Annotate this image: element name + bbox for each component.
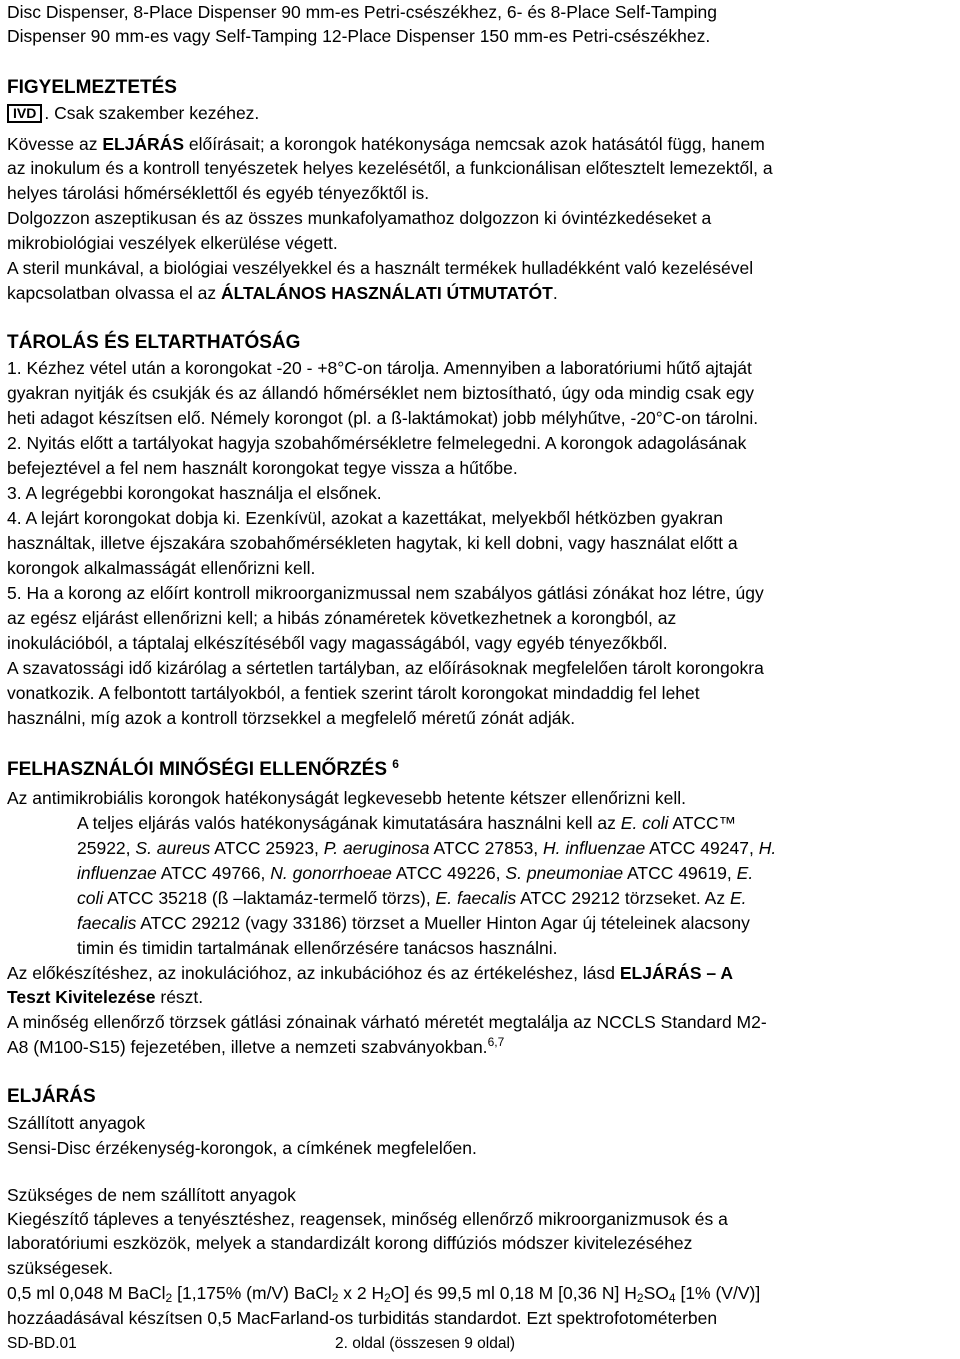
intro-line: Dispenser 90 mm-es vagy Self-Tamping 12-Place Dispenser 150 mm-es Petri-csészékhez.: [7, 26, 711, 46]
storage-line: 3. A legrégebbi korongokat használja el elsőnek.: [7, 483, 382, 503]
qc-line: [7, 1035, 504, 1059]
warning-paragraph-line: Dolgozzon aszeptikusan és az összes munkafolyamathoz dolgozzon ki óvintézkedéseket a: [7, 208, 712, 228]
text-run: O] és 99,5 ml 0,18 M [0,36 N] H: [390, 1283, 637, 1303]
qc-heading-text: FELHASZNÁLÓI MINŐSÉGI ELLENŐRZÉS: [7, 759, 388, 780]
ivd-line: [7, 101, 259, 125]
storage-line: A szavatossági idő kizárólag a sértetlen tartályban, az előírásoknak megfelelően tárolt korongokra: [7, 658, 764, 678]
text-run: [1% (V/V)]: [675, 1283, 761, 1303]
text-run: ATCC 49226,: [391, 863, 506, 883]
storage-line: inokulációból, a táptalaj elkészítéséből vagy magasságából, vagy egyéb tényezőkből.: [7, 633, 668, 653]
text-run: részt.: [155, 987, 204, 1007]
qc-strain-line: [77, 886, 747, 910]
text-run: 25922,: [77, 838, 136, 858]
text-run: A teljes eljárás valós hatékonyságának kimutatására használni kell az: [77, 813, 621, 833]
required-line: laboratóriumi eszközök, melyek a standardizált korong diffúziós módszer kivitelezéséhez: [7, 1233, 693, 1253]
subscript: 2: [331, 1291, 339, 1305]
subscript: 2: [636, 1291, 644, 1305]
qc-strain-line: [77, 861, 753, 885]
storage-line: heti adagot készítsen elő. Némely korongot (pl. a ß-laktámokat) jobb mélyhűtve, -20°C-on tárolni.: [7, 408, 759, 428]
supplied-text: Sensi-Disc érzékenység-korongok, a címkének megfelelően.: [7, 1138, 477, 1158]
species-name: N. gonorrhoeae: [270, 863, 392, 883]
storage-line: használni, míg azok a kontroll törzsekkel a megfelelő méretű zónát adják.: [7, 708, 576, 728]
required-line: szükségesek.: [7, 1258, 114, 1278]
storage-line: befejeztével a fel nem használt korongokat tegye vissza a hűtőbe.: [7, 458, 518, 478]
storage-line: korongok alkalmasságát ellenőrizni kell.: [7, 558, 316, 578]
procedure-reference: ELJÁRÁS – A: [619, 963, 733, 983]
species-name: H.: [758, 838, 777, 858]
text-run: A8 (M100-S15) fejezetében, illetve a nemzeti szabványokban.: [7, 1037, 488, 1057]
text-run: ATCC 25923,: [210, 838, 324, 858]
qc-strain-line: timin és timidin tartalmának ellenőrzésére tanácsos használni.: [77, 938, 558, 958]
procedure-heading: ELJÁRÁS: [7, 1086, 96, 1107]
storage-line: az egész eljárást ellenőrizni kell; a hibás zónaméretek következhetnek a korongból, az: [7, 608, 677, 628]
text-run: előírásait; a korongok hatékonysága nemcsak azok hatásától függ, hanem: [184, 134, 765, 154]
text-run: Az előkészítéshez, az inokulációhoz, az inkubációhoz és az értékeléshez, lásd: [7, 963, 620, 983]
warning-paragraph-line: az inokulum és a kontroll tenyészetek helyes kezelésétől, a funkcionálisan előtesztelt lemezektől, a: [7, 158, 773, 178]
storage-line: 4. A lejárt korongokat dobja ki. Ezenkívül, azokat a kazettákat, melyekből hétközben gyakran: [7, 508, 723, 528]
required-line: Kiegészítő tápleves a tenyésztéshez, reagensek, minőség ellenőrző mikroorganizmusok és a: [7, 1209, 728, 1229]
text-run: ATCC 49619,: [623, 863, 737, 883]
ivd-text: . Csak szakember kezéhez.: [44, 103, 260, 123]
storage-line: 2. Nyitás előtt a tartályokat hagyja szobahőmérsékletre felmelegedni. A korongok adagolásának: [7, 433, 747, 453]
qc-line: [7, 985, 203, 1009]
warning-paragraph-line: [7, 281, 558, 305]
text-run: SO: [643, 1283, 669, 1303]
intro-line: Disc Dispenser, 8-Place Dispenser 90 mm-es Petri-csészékhez, 6- és 8-Place Self-Tamping: [7, 2, 717, 22]
storage-line: vonatkozik. A felbontott tartályokból, a fentiek szerint tárolt korongokat mindaddig fel lehet: [7, 683, 700, 703]
qc-heading: [7, 758, 399, 782]
warning-heading: FIGYELMEZTETÉS: [7, 77, 177, 98]
text-run: ATCC 27853,: [429, 838, 544, 858]
species-name: E.: [729, 888, 747, 908]
species-name: E. coli: [620, 813, 669, 833]
species-name: influenzae: [77, 863, 157, 883]
qc-strain-line: [77, 836, 776, 860]
species-name: E.: [736, 863, 754, 883]
text-run: ATCC™: [668, 813, 737, 833]
species-name: faecalis: [77, 913, 137, 933]
text-run: .: [552, 283, 558, 303]
species-name: S. pneumoniae: [505, 863, 624, 883]
standard-line: hozzáadásával készítsen 0,5 MacFarland-os turbiditás standardot. Ezt spektrofotométerben: [7, 1308, 718, 1328]
species-name: coli: [77, 888, 104, 908]
warning-paragraph-line: A steril munkával, a biológiai veszélyekkel és a használt termékek hulladékként való kezelésével: [7, 258, 754, 278]
qc-strain-line: [77, 811, 736, 835]
text-run: Kövesse az: [7, 134, 103, 154]
text-run: ATCC 29212 törzseket. Az: [516, 888, 730, 908]
text-run: x 2 H: [338, 1283, 385, 1303]
text-run: ATCC 29212 (vagy 33186) törzset a Mueller Hinton Agar új tételeinek alacsony: [136, 913, 750, 933]
text-run: [1,175% (m/V) BaCl: [172, 1283, 332, 1303]
subscript: 4: [668, 1291, 676, 1305]
text-run: ATCC 35218 (ß –laktamáz-termelő törzs),: [103, 888, 436, 908]
storage-line: 5. Ha a korong az előírt kontroll mikroorganizmussal nem szabályos gátlási zónákat hoz létre, úgy: [7, 583, 764, 603]
qc-line: A minőség ellenőrző törzsek gátlási zónainak várható méretét megtalálja az NCCLS Standard M2-: [7, 1012, 767, 1032]
text-run: ATCC 49766,: [156, 863, 271, 883]
storage-line: gyakran nyitják és csukják és az állandó hőmérséklet nem biztosítható, úgy oda mindig csak egy: [7, 383, 755, 403]
ivd-symbol-icon: IVD: [7, 104, 42, 123]
species-name: S. aureus: [135, 838, 211, 858]
text-run: ATCC 49247,: [645, 838, 759, 858]
procedure-reference: Teszt Kivitelezése: [7, 987, 156, 1007]
qc-line: Az antimikrobiális korongok hatékonyságát legkevesebb hetente kétszer ellenőrizni kell.: [7, 788, 686, 808]
warning-paragraph-line: helyes tárolási hőmérséklettől és egyéb tényezőktől is.: [7, 183, 430, 203]
document-id: SD-BD.01: [7, 1335, 77, 1352]
text-run: 0,5 ml 0,048 M BaCl: [7, 1283, 166, 1303]
subscript: 2: [165, 1291, 173, 1305]
supplied-title: Szállított anyagok: [7, 1113, 146, 1133]
page-number: 2. oldal (összesen 9 oldal): [335, 1335, 516, 1352]
warning-paragraph-line: mikrobiológiai veszélyek elkerülése végett.: [7, 233, 338, 253]
qc-strain-line: [77, 911, 750, 935]
species-name: P. aeruginosa: [323, 838, 430, 858]
warning-paragraph-line: [7, 132, 765, 156]
species-name: E. faecalis: [435, 888, 517, 908]
reference-superscript: 6,7: [487, 1035, 505, 1049]
storage-line: használtak, illetve éjszakára szobahőmérsékleten hagytak, ki kell dobni, vagy használat előtt a: [7, 533, 738, 553]
species-name: H. influenzae: [543, 838, 646, 858]
reference-superscript: 6: [392, 757, 399, 771]
subscript: 2: [384, 1291, 391, 1305]
general-instructions-reference: ÁLTALÁNOS HASZNÁLATI ÚTMUTATÓT: [221, 283, 553, 303]
qc-line: [7, 961, 733, 985]
required-title: Szükséges de nem szállított anyagok: [7, 1185, 296, 1205]
storage-line: 1. Kézhez vétel után a korongokat -20 - +8°C-on tárolja. Amennyiben a laboratóriumi hűtő ajtaját: [7, 358, 752, 378]
standard-line: [7, 1281, 760, 1305]
text-run: kapcsolatban olvassa el az: [7, 283, 222, 303]
procedure-reference: ELJÁRÁS: [102, 134, 185, 154]
storage-heading: TÁROLÁS ÉS ELTARTHATÓSÁG: [7, 332, 301, 353]
